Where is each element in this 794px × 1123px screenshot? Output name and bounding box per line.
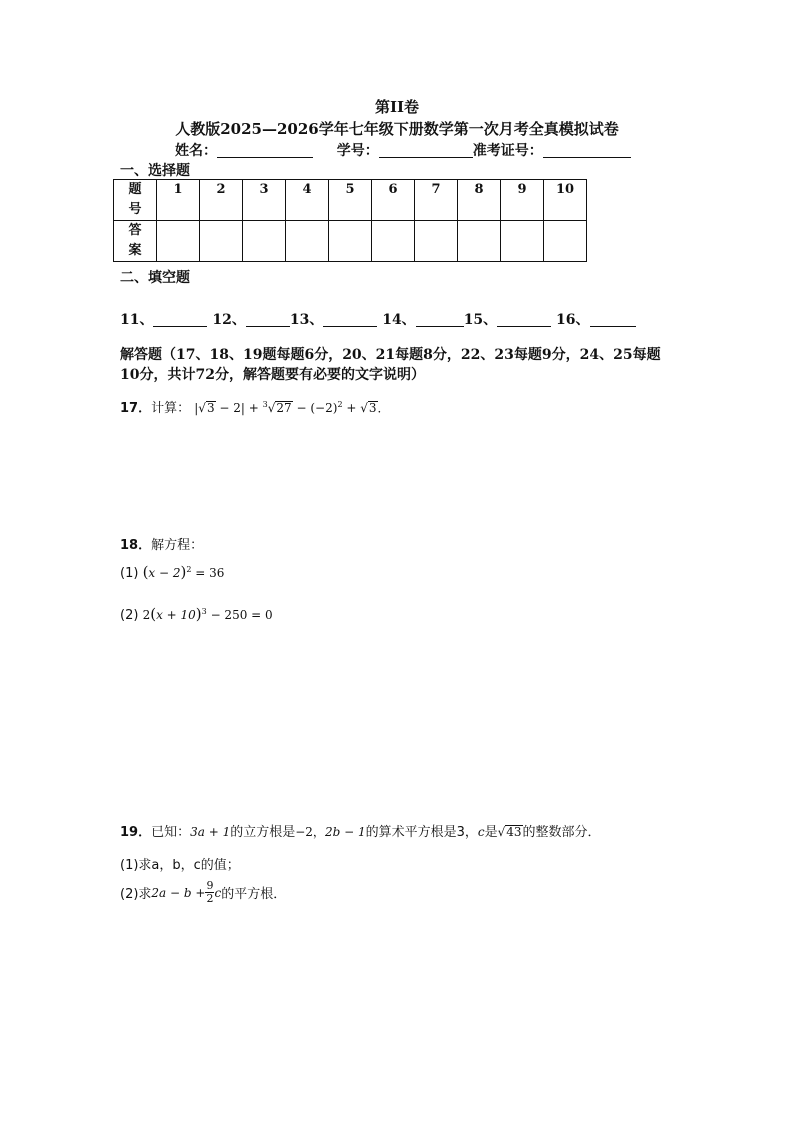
section-choice-title: 一、选择题 (120, 163, 190, 179)
question-number-cell: 6 (372, 180, 415, 221)
student-info-line (175, 140, 631, 160)
fill-item-label: 11、 (120, 312, 154, 328)
question-number-cell: 1 (157, 180, 200, 221)
fill-item-label: 14、 (382, 312, 416, 328)
question-number: 19． (120, 825, 152, 840)
question-lead: 解方程： (151, 538, 204, 553)
question-number-header: 题 号 (114, 180, 157, 221)
exam-no-blank[interactable] (543, 143, 631, 158)
page-title: 人教版2025—2026学年七年级下册数学第一次月考全真模拟试卷 (175, 120, 619, 138)
question-17 (120, 397, 390, 416)
question-lead: 计算： (151, 401, 191, 416)
answer-cell[interactable] (243, 221, 286, 262)
question-number-cell: 9 (501, 180, 544, 221)
answer-cell[interactable] (458, 221, 501, 262)
answer-cell[interactable] (544, 221, 587, 262)
fill-blank-line (120, 309, 636, 329)
id-label: 学号： (336, 143, 379, 159)
fill-blank[interactable] (497, 312, 551, 327)
answer-row (114, 221, 587, 262)
answer-cell[interactable] (329, 221, 372, 262)
fill-blank[interactable] (246, 312, 290, 327)
sqrt-icon: √ (198, 401, 206, 415)
fill-blank[interactable] (590, 312, 636, 327)
question-number-cell: 4 (286, 180, 329, 221)
fill-item-label: 12、 (212, 312, 246, 328)
question-19: 19．已知：3a + 1的立方根是−2，2b − 1的算术平方根是3，c是√43的整数部分． (120, 825, 601, 840)
question-number: 17． (120, 401, 152, 416)
fill-blank[interactable] (323, 312, 377, 327)
answer-table (113, 179, 587, 262)
name-label: 姓名： (175, 143, 217, 159)
answer-cell[interactable] (200, 221, 243, 262)
answer-cell[interactable] (415, 221, 458, 262)
section-fill-title: 二、填空题 (120, 270, 190, 286)
exam-no-label: 准考证号： (472, 143, 543, 159)
question-18 (120, 534, 203, 553)
name-blank[interactable] (217, 143, 313, 158)
answer-cell[interactable] (157, 221, 200, 262)
fill-blank[interactable] (416, 312, 464, 327)
question-18-part-2: (2) $2(x + 10)^3 - 250 = 0$ (120, 605, 273, 623)
sqrt-icon: √ (497, 825, 506, 839)
fill-blank[interactable] (153, 312, 207, 327)
answer-header: 答 案 (114, 221, 157, 262)
sqrt-icon: √ (267, 401, 276, 415)
answer-cell[interactable] (501, 221, 544, 262)
question-number-cell: 5 (329, 180, 372, 221)
volume-label: 第II卷 (374, 98, 420, 116)
question-19-part-2: (2)求2a − b + $\frac{9}{2}$ c的平方根． (120, 879, 287, 905)
question-number-cell: 3 (243, 180, 286, 221)
fill-item-label: 16、 (556, 312, 590, 328)
question-number-cell: 8 (458, 180, 501, 221)
fill-item-label: 15、 (463, 312, 498, 328)
section-solve-title: 解答题（17、18、19题每题6分，20、21每题8分，22、23每题9分，24、25每题10分，共计72分，解答题要有必要的文字说明） (120, 347, 661, 383)
question-number: 18． (120, 538, 152, 553)
question-number-cell: 10 (544, 180, 587, 221)
question-number-cell: 7 (415, 180, 458, 221)
question-number-row (114, 180, 587, 221)
question-18-part-1: (1) $(x - 2)^2 = 36$ (120, 563, 225, 581)
sqrt-icon: √ (360, 401, 368, 415)
q17-expression: $|√3 - 2| + ^3√27 - (-2)^2 + √3$． (194, 400, 390, 415)
question-19-part-1: (1)求a，b，c的值； (120, 858, 240, 873)
fill-item-label: 13、 (289, 312, 324, 328)
id-blank[interactable] (379, 143, 473, 158)
answer-cell[interactable] (286, 221, 329, 262)
answer-cell[interactable] (372, 221, 415, 262)
question-number-cell: 2 (200, 180, 243, 221)
